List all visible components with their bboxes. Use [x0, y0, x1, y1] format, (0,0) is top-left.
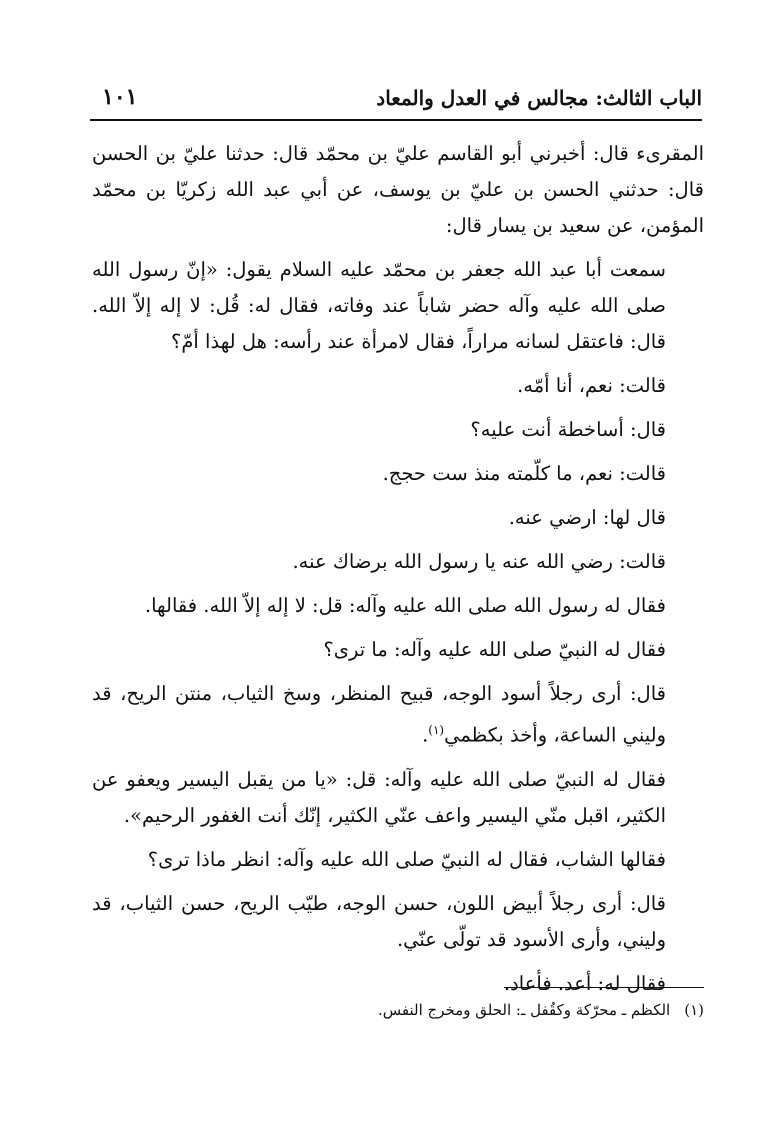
paragraph-dialogue: قال لها: ارضي عنه. [508, 506, 666, 529]
footnote [92, 998, 704, 1022]
header-rule [90, 119, 702, 121]
paragraph-dialogue [92, 676, 704, 754]
footnote-marker: (١) [684, 1001, 704, 1019]
running-title: الباب الثالث: مجالس في العدل والمعاد [376, 86, 702, 110]
footnote-text: الكظم ـ محرّكة وكقُفل ـ: الحلق ومخرج النفس. [378, 1001, 671, 1019]
paragraph-dialogue: قال: أساخطة أنت عليه؟ [470, 418, 666, 441]
footnote-rule [504, 987, 704, 988]
paragraph-end: . [422, 723, 429, 747]
paragraph-dialogue: فقالها الشاب، فقال له النبيّ صلى الله عليه وآله: انظر ماذا ترى؟ [147, 847, 666, 871]
paragraph-dialogue: فقال له رسول الله صلى الله عليه وآله: قل: لا إله إلاّ الله. فقالها. [144, 594, 666, 617]
paragraph-dialogue: فقال له: أعد. فأعاد. [503, 971, 666, 995]
paragraph-text: قال: أرى رجلاً أسود الوجه، قبيح المنظر، وسخ الثياب، منتن الريح، قد وليني الساعة، وأخذ بكظمي [92, 682, 666, 747]
paragraph-narration: سمعت أبا عبد الله جعفر بن محمّد عليه السلام يقول: «إنّ رسول الله صلى الله عليه وآله حضر شاباً عند وفاته، فقال له: قُل: لا إله إلاّ الله. قال: فاعتقل لسانه مراراً، فقال لامرأة عند رأسه: هل لهذا أمّ؟ [92, 258, 666, 353]
footnote-reference: (١) [428, 723, 445, 737]
paragraph-dialogue: قال: أرى رجلاً أبيض اللون، حسن الوجه، طيّب الريح، حسن الثياب، قد وليني، وأرى الأسود قد تولّى عنّي. [92, 891, 666, 951]
paragraph-dialogue: قالت: نعم، أنا أمّه. [517, 374, 666, 397]
paragraph-dialogue: فقال له النبيّ صلى الله عليه وآله: قل: «يا من يقبل اليسير ويعفو عن الكثير، اقبل منّي اليسير واعف عنّي الكثير، إنّك أنت الغفور الرحيم». [92, 767, 666, 827]
paragraph-dialogue: قالت: نعم، ما كلّمته منذ ست حجج. [382, 462, 666, 485]
paragraph-dialogue: فقال له النبيّ صلى الله عليه وآله: ما ترى؟ [323, 638, 666, 661]
page-header [90, 78, 702, 118]
paragraph-dialogue: قالت: رضي الله عنه يا رسول الله برضاك عنه. [292, 550, 666, 573]
body-text [92, 136, 704, 1010]
page-number: ١٠١ [102, 84, 138, 110]
paragraph-isnad: المقرىء قال: أخبرني أبو القاسم عليّ بن محمّد قال: حدثنا عليّ بن الحسن قال: حدثني الحسن بن عليّ بن يوسف، عن أبي عبد الله زكريّا بن محمّد المؤمن، عن سعيد بن يسار قال: [92, 142, 704, 237]
